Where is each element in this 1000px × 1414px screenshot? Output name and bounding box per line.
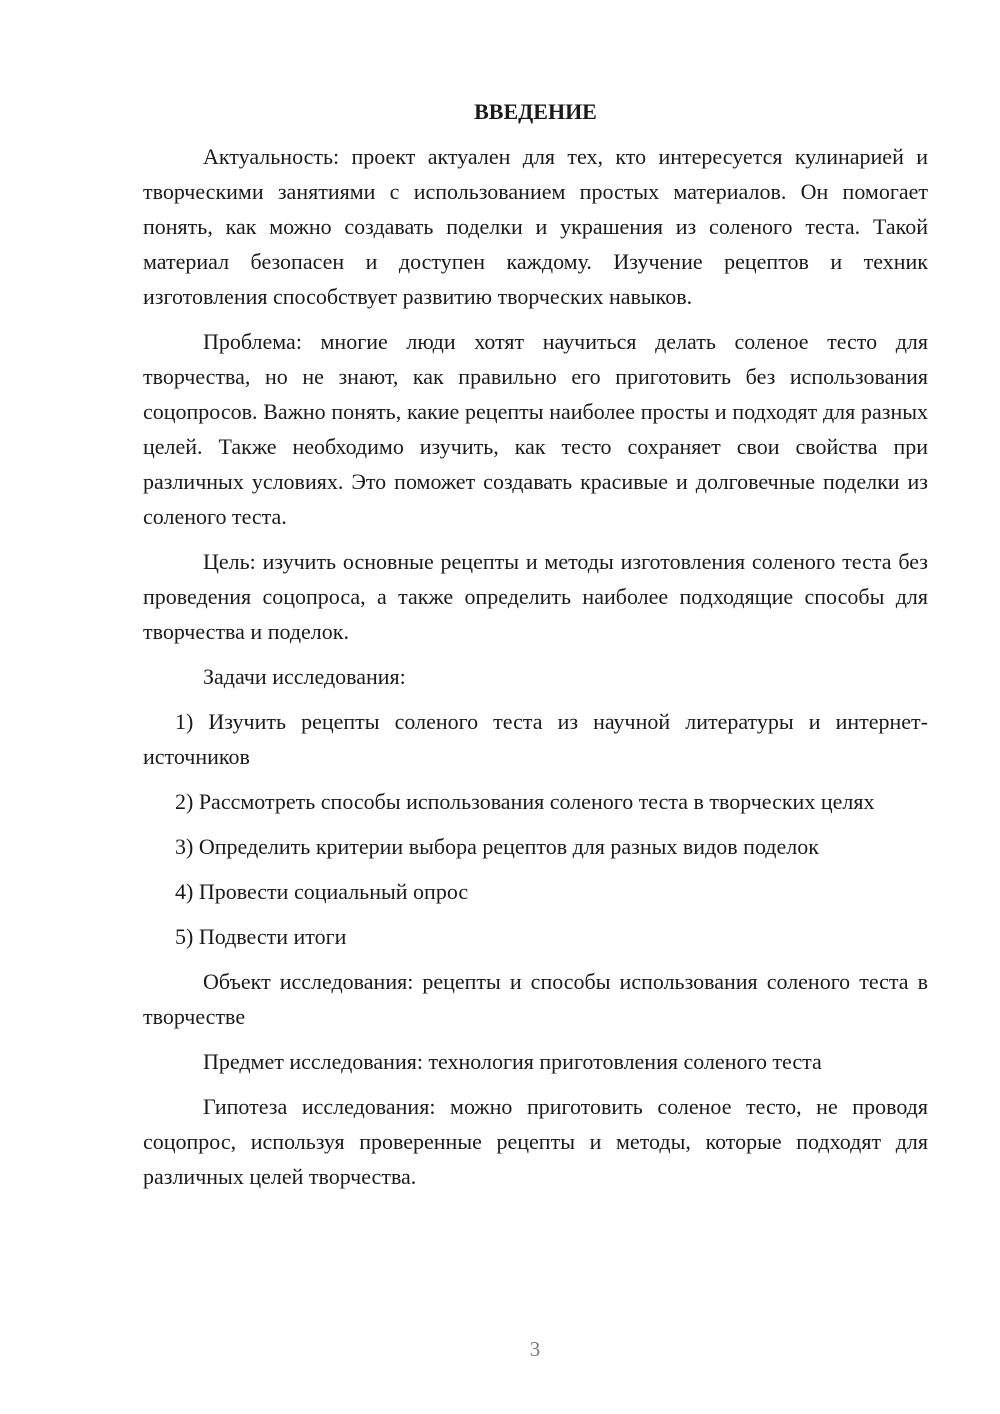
page-content: [143, 94, 928, 1204]
problem-paragraph: Проблема: многие люди хотят научиться делать соленое тесто для творчества, но не знают, как правильно его приготовить без использования соцопросов. Важно понять, какие рецепты наиболее просты и подходят для разных целей. Также необходимо изучить, как тесто сохраняет свои свойства при различных условиях. Это поможет создавать красивые и долговечные поделки из соленого теста.: [143, 329, 928, 529]
task-item-1: 1) Изучить рецепты соленого теста из научной литературы и интернет-источников: [143, 709, 928, 769]
task-item-2: 2) Рассмотреть способы использования соленого теста в творческих целях: [175, 789, 875, 814]
hypothesis-paragraph: Гипотеза исследования: можно приготовить соленое тесто, не проводя соцопрос, используя проверенные рецепты и методы, которые подходят для различных целей творчества.: [143, 1094, 928, 1189]
subject-paragraph: Предмет исследования: технология приготовления соленого теста: [203, 1049, 822, 1074]
page-number: 3: [529, 1337, 541, 1361]
goal-paragraph: Цель: изучить основные рецепты и методы изготовления соленого теста без проведения соцопроса, а также определить наиболее подходящие способы для творчества и поделок.: [143, 549, 928, 644]
task-item-5: 5) Подвести итоги: [175, 924, 347, 949]
tasks-heading: Задачи исследования:: [203, 664, 406, 689]
relevance-paragraph: Актуальность: проект актуален для тех, кто интересуется кулинарией и творческими занятиями с использованием простых материалов. Он помогает понять, как можно создавать поделки и украшения из соленого теста. Такой материал безопасен и доступен каждому. Изучение рецептов и техник изготовления способствует развитию творческих навыков.: [143, 144, 928, 309]
section-title: ВВЕДЕНИЕ: [474, 99, 597, 124]
task-item-4: 4) Провести социальный опрос: [175, 879, 469, 904]
task-item-3: 3) Определить критерии выбора рецептов для разных видов поделок: [175, 834, 819, 859]
object-paragraph: Объект исследования: рецепты и способы использования соленого теста в творчестве: [143, 969, 928, 1029]
